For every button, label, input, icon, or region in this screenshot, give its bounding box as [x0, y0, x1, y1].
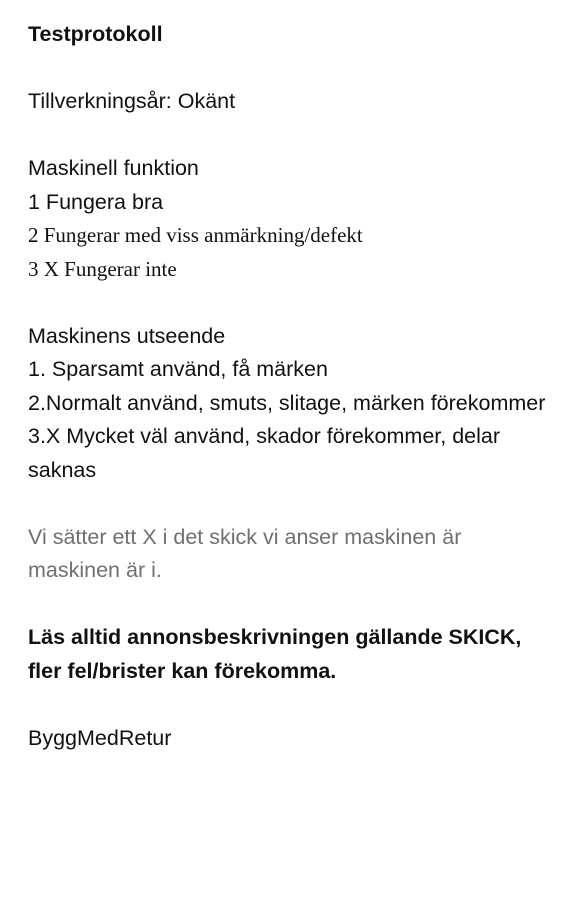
signature: ByggMedRetur — [28, 725, 172, 750]
function-item-3: 3 X Fungerar inte — [28, 256, 177, 281]
message-body — [28, 18, 548, 755]
spacer — [28, 588, 548, 622]
spacer — [28, 286, 548, 320]
condition-warning: Läs alltid annonsbeskrivningen gällande SKICK, fler fel/brister kan förekomma. — [28, 625, 522, 683]
function-item-1: 1 Fungera bra — [28, 189, 164, 214]
function-heading: Maskinell funktion — [28, 156, 199, 180]
manufacturing-year: Tillverkningsår: Okänt — [28, 89, 236, 113]
spacer — [28, 52, 548, 86]
marking-note: Vi sätter ett X i det skick vi anser maskinen är maskinen är i. — [28, 524, 462, 582]
spacer — [28, 487, 548, 521]
protocol-title: Testprotokoll — [28, 22, 163, 46]
appearance-item-2: 2.Normalt använd, smuts, slitage, märken förekommer — [28, 390, 546, 415]
appearance-heading: Maskinens utseende — [28, 323, 226, 348]
appearance-item-3: 3.X Mycket väl använd, skador förekommer, delar saknas — [28, 424, 501, 482]
function-item-2: 2 Fungerar med viss anmärkning/defekt — [28, 223, 363, 247]
appearance-item-1: 1. Sparsamt använd, få märken — [28, 357, 328, 381]
spacer — [28, 688, 548, 722]
spacer — [28, 119, 548, 153]
